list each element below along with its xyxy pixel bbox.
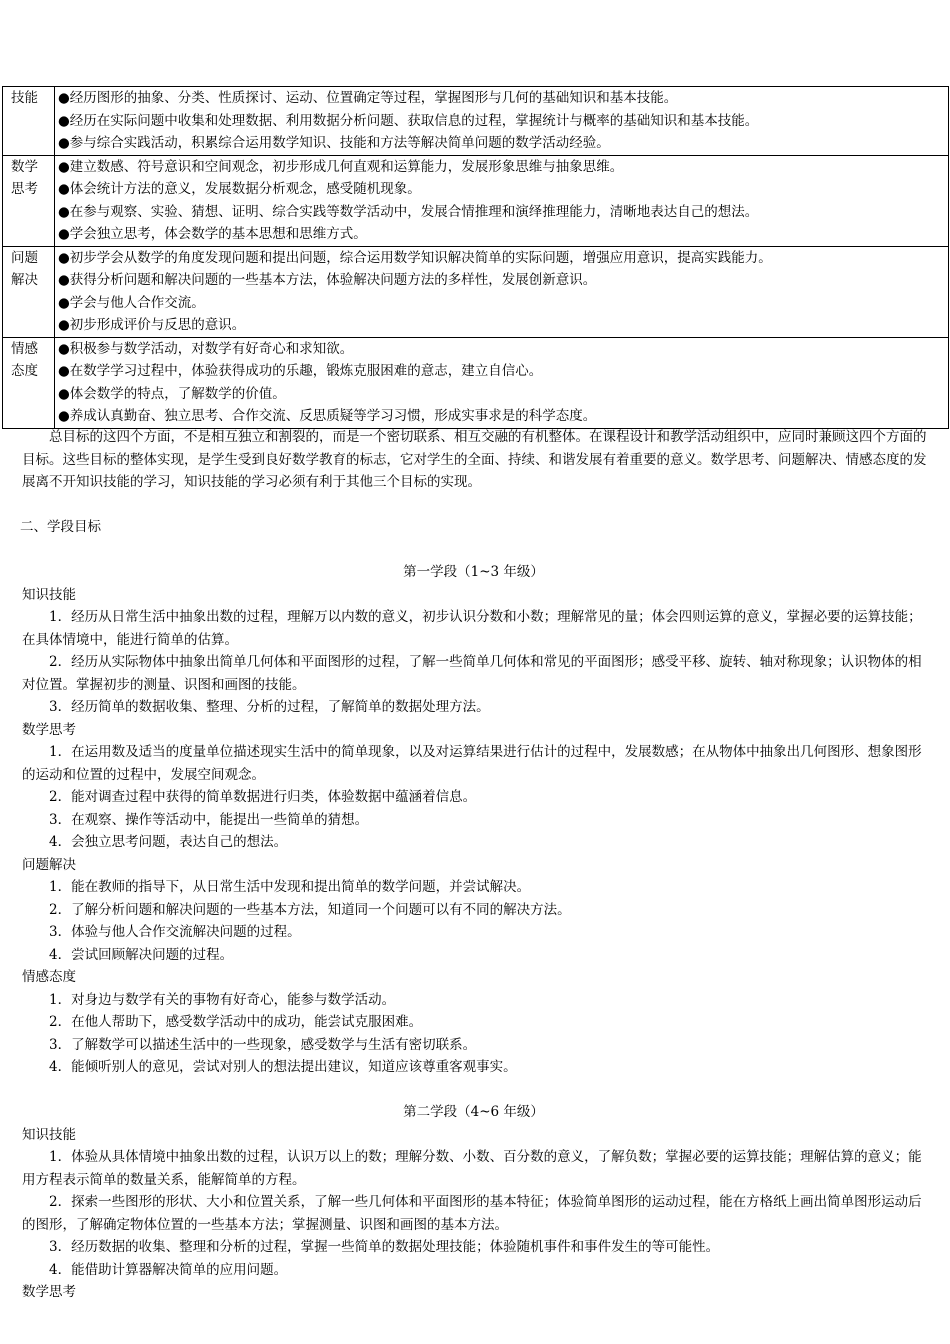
list-item: 3．经历数据的收集、整理和分析的过程，掌握一些简单的数据处理技能；体验随机事件和事件发生的等可能性。 — [49, 1239, 720, 1255]
category-label: 思考 — [11, 181, 38, 197]
list-item: 3．在观察、操作等活动中，能提出一些简单的猜想。 — [49, 811, 369, 828]
list-item: 2．了解分析问题和解决问题的一些基本方法，知道同一个问题可以有不同的解决方法。 — [49, 901, 571, 918]
stage-title: 第二学段（4~6 年级） — [403, 1104, 544, 1120]
items-cell — [55, 155, 949, 246]
category-cell — [3, 337, 55, 428]
category-label: 情感 — [11, 340, 38, 357]
goal-item: ●经历图形的抽象、分类、性质探讨、运动、位置确定等过程，掌握图形与几何的基础知识和基本技能。 — [58, 90, 678, 106]
list-item: 1．在运用数及适当的度量单位描述现实生活中的简单现象，以及对运算结果进行估计的过程中，发展数感；在从物体中抽象出几何图形、想象图形的运动和位置的过程中，发展空间观念。 — [22, 744, 922, 783]
category-label: 技能 — [11, 90, 38, 106]
document-body — [22, 426, 927, 1304]
list-item: 4．能倾听别人的意见，尝试对别人的想法提出建议，知道应该尊重客观事实。 — [49, 1059, 517, 1075]
subsection-heading: 数学思考 — [22, 1284, 76, 1300]
list-item: 1．能在教师的指导下，从日常生活中发现和提出简单的数学问题，并尝试解决。 — [49, 879, 531, 895]
goal-item: ●经历在实际问题中收集和处理数据、利用数据分析问题、获取信息的过程，掌握统计与概率的基础知识和基本技能。 — [58, 112, 759, 129]
list-item: 4．能借助计算器解决简单的应用问题。 — [49, 1261, 288, 1278]
summary-paragraph: 总目标的这四个方面，不是相互独立和割裂的，而是一个密切联系、相互交融的有机整体。在课程设计和教学活动组织中，应同时兼顾这四个方面的目标。这些目标的整体实现，是学生受到良好数学教育的标志，它对学生的全面、持续、和谐发展有着重要的意义。数学思考、问题解决、情感态度的发展离不开知识技能的学习，知识技能的学习必须有利于其他三个目标的实现。 — [22, 429, 927, 490]
list-item: 2．经历从实际物体中抽象出简单几何体和平面图形的过程，了解一些简单几何体和常见的平面图形；感受平移、旋转、轴对称现象；认识物体的相对位置。掌握初步的测量、识图和画图的技能。 — [22, 654, 922, 693]
list-item: 2．探索一些图形的形状、大小和位置关系，了解一些几何体和平面图形的基本特征；体验简单图形的运动过程，能在方格纸上画出简单图形运动后的图形，了解确定物体位置的一些基本方法；掌握测量、识图和画图的基本方法。 — [22, 1194, 922, 1233]
goal-item: ●学会与他人合作交流。 — [58, 294, 205, 311]
subsection-heading: 问题解决 — [22, 856, 76, 873]
subsection-heading: 情感态度 — [22, 969, 76, 985]
goal-item: ●在参与观察、实验、猜想、证明、综合实践等数学活动中，发展合情推理和演绎推理能力，清晰地表达自己的想法。 — [58, 203, 759, 220]
goal-item: ●获得分析问题和解决问题的一些基本方法，体验解决问题方法的多样性，发展创新意识。 — [58, 272, 597, 288]
items-cell — [55, 87, 949, 156]
goal-item: ●初步形成评价与反思的意识。 — [58, 317, 246, 333]
category-cell — [3, 87, 55, 156]
category-cell — [3, 155, 55, 246]
goal-item: ●初步学会从数学的角度发现问题和提出问题，综合运用数学知识解决简单的实际问题，增强应用意识，提高实践能力。 — [58, 249, 772, 266]
table-row — [3, 246, 949, 337]
goal-item: ●学会独立思考，体会数学的基本思想和思维方式。 — [58, 226, 367, 242]
list-item: 4．尝试回顾解决问题的过程。 — [49, 946, 234, 963]
list-item: 4．会独立思考问题，表达自己的想法。 — [49, 834, 288, 850]
subsection-heading: 数学思考 — [22, 721, 76, 738]
goals-table — [2, 86, 949, 429]
category-label: 数学 — [11, 158, 38, 175]
list-item: 1．对身边与数学有关的事物有好奇心，能参与数学活动。 — [49, 991, 396, 1008]
list-item: 3．了解数学可以描述生活中的一些现象，感受数学与生活有密切联系。 — [49, 1036, 477, 1053]
goal-item: ●积极参与数学活动，对数学有好奇心和求知欲。 — [58, 340, 354, 357]
category-label: 态度 — [11, 363, 38, 379]
table-row — [3, 337, 949, 428]
goal-item: ●体会数学的特点，了解数学的价值。 — [58, 385, 286, 402]
table-row — [3, 155, 949, 246]
list-item: 2．在他人帮助下，感受数学活动中的成功，能尝试克服困难。 — [49, 1014, 423, 1030]
goal-item: ●养成认真勤奋、独立思考、合作交流、反思质疑等学习习惯，形成实事求是的科学态度。 — [58, 408, 597, 424]
items-cell — [55, 337, 949, 428]
category-label: 问题 — [11, 249, 38, 266]
category-label: 解决 — [11, 272, 38, 288]
goal-item: ●体会统计方法的意义，发展数据分析观念，感受随机现象。 — [58, 181, 421, 197]
goal-item: ●参与综合实践活动，积累综合运用数学知识、技能和方法等解决简单问题的数学活动经验。 — [58, 135, 610, 151]
subsection-heading: 知识技能 — [22, 1126, 76, 1143]
subsection-heading: 知识技能 — [22, 586, 76, 603]
section-heading: 二、学段目标 — [20, 519, 101, 535]
goal-item: ●在数学学习过程中，体验获得成功的乐趣，锻炼克服困难的意志，建立自信心。 — [58, 363, 543, 379]
table-row — [3, 87, 949, 156]
list-item: 2．能对调查过程中获得的简单数据进行归类，体验数据中蕴涵着信息。 — [49, 789, 477, 805]
goal-item: ●建立数感、符号意识和空间观念，初步形成几何直观和运算能力，发展形象思维与抽象思维。 — [58, 158, 624, 175]
list-item: 3．经历简单的数据收集、整理、分析的过程，了解简单的数据处理方法。 — [49, 699, 490, 715]
items-cell — [55, 246, 949, 337]
list-item: 1．体验从具体情境中抽象出数的过程，认识万以上的数；理解分数、小数、百分数的意义，了解负数；掌握必要的运算技能；理解估算的意义；能用方程表示简单的数量关系，能解简单的方程。 — [22, 1149, 922, 1188]
stage-title: 第一学段（1~3 年级） — [403, 564, 544, 580]
list-item: 1．经历从日常生活中抽象出数的过程，理解万以内数的意义，初步认识分数和小数；理解常见的量；体会四则运算的意义，掌握必要的运算技能；在具体情境中，能进行简单的估算。 — [22, 609, 922, 648]
category-cell — [3, 246, 55, 337]
list-item: 3．体验与他人合作交流解决问题的过程。 — [49, 924, 301, 940]
